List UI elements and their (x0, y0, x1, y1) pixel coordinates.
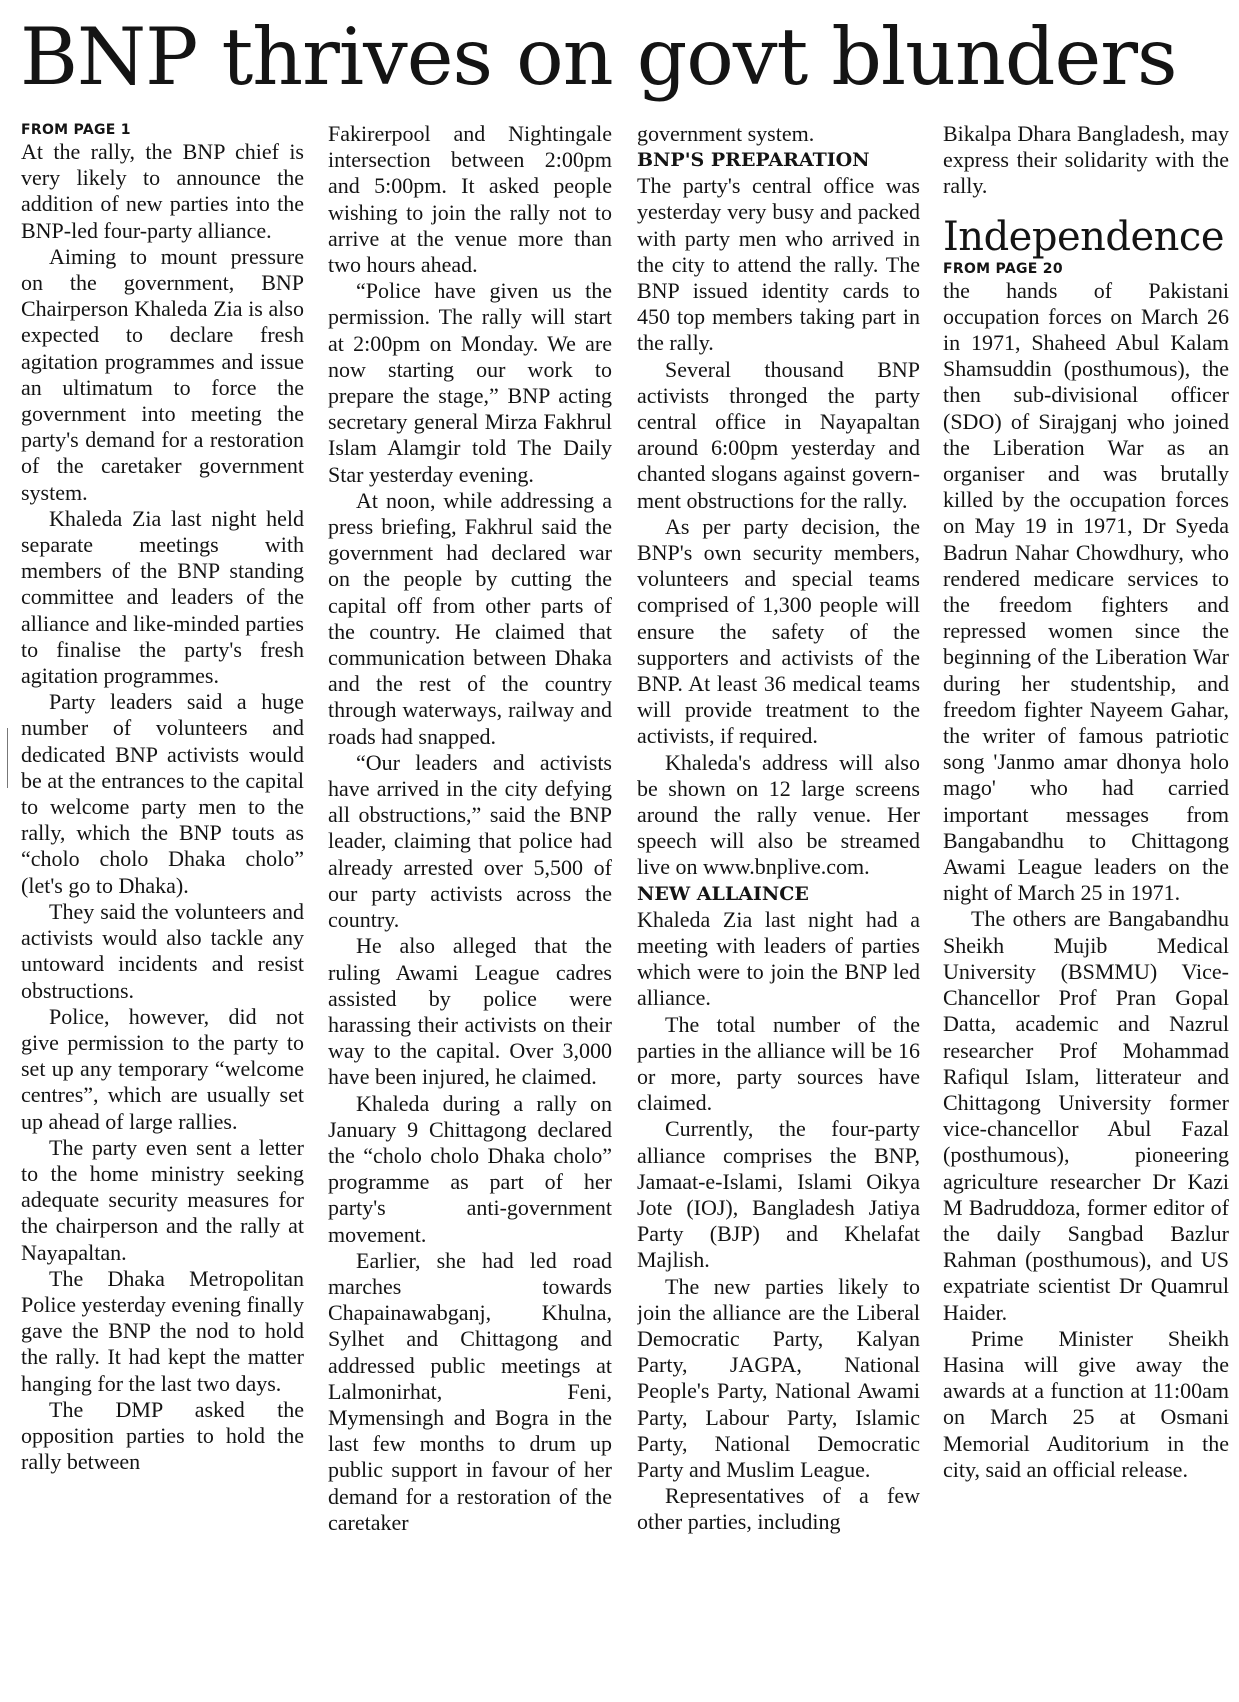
column-rule-fragment (7, 728, 8, 788)
paragraph: At the rally, the BNP chief is very likely to announce the addition of new parties into the BNP-led four-party alliance. (21, 139, 304, 243)
paragraph: Khaleda Zia last night had a meeting with leaders of parties which were to join the BNP led alliance. (637, 906, 920, 1011)
independence-heading: Independence (943, 213, 1224, 260)
paragraph: “Police have given us the permission. The rally will start at 2:00pm on Monday. We are now starting our work to prepare the stage,” BNP acting secretary general Mirza Fakhrul Islam Alamgir told The Daily Star yesterday evening. (328, 278, 612, 487)
paragraph: The party's central office was yesterday very busy and packed with party men who arrived in the city to attend the rally. The BNP issued identity cards to 450 top members taking part in the rally. (637, 173, 920, 356)
paragraph: Fakirerpool and Nightingale intersection between 2:00pm and 5:00pm. It asked people wishing to join the rally not to arrive at the venue more than two hours ahead. (328, 121, 612, 278)
paragraph: The total number of the parties in the alliance will be 16 or more, party sources have claimed. (637, 1011, 920, 1116)
paragraph: Prime Minister Sheikh Hasina will give away the awards at a function at 11:00am on March 25 at Osmani Memorial Auditorium in the city, said an official release. (943, 1325, 1229, 1482)
headline: BNP thrives on govt blunders (20, 11, 1177, 103)
paragraph: The DMP asked the opposition parties to hold the rally between (21, 1396, 304, 1475)
paragraph: Earlier, she had led road marches towards Chapainawabganj, Khulna, Sylhet and Chittagong and addressed public meetings at Lalmonirhat, Feni, Mymensingh and Bogra in the last few months to drum up public support in favour of her demand for a restoration of the caretaker (328, 1247, 612, 1535)
paragraph: “Our leaders and activists have arrived in the city defying all obstructions,” said the BNP leader, claiming that police had already arrested over 5,500 of our party activists across the country. (328, 749, 612, 933)
paragraph: the hands of Pakistani occupation forces on March 26 in 1971, Shaheed Abul Kalam Shamsuddin (posthumous), the then sub-divisional officer (SDO) of Sirajganj who joined the Liberation War as an organiser and was brutally killed by the occupation forces on May 19 in 1971, Dr Syeda Badrun Nahar Chowdhury, who rendered medicare services to the freedom fighters and repressed women since the beginning of the Liberation War during her studentship, and freedom fighter Nayeem Gahar, the writer of famous patriotic song 'Janmo amar dhonya holo mago' who had carried important messages from Bangabandhu to Chittagong Awami League leaders on the night of March 25 in 1971. (943, 277, 1229, 906)
subheading-preparation: BNP'S PREPARATION (637, 149, 870, 172)
from-page-label: FROM PAGE 20 (943, 260, 1063, 277)
paragraph: Party leaders said a huge number of volunteers and dedicated BNP activists would be at the entrances to the capital to welcome party men to the rally, which the BNP touts as “cholo cholo Dhaka cholo” (let's go to Dhaka). (21, 689, 304, 898)
paragraph: Police, however, did not give permission to the party to set up any temporary “welcome centres”, which are usually set up ahead of large rallies. (21, 1003, 304, 1134)
paragraph: Aiming to mount pressure on the government, BNP Chairperson Khaleda Zia is also expected to declare fresh agitation programmes and issue an ultimatum to force the government into meeting the party's demand for a restoration of the caretaker government system. (21, 243, 304, 505)
article-column-4 (943, 121, 1229, 1701)
paragraph: As per party decision, the BNP's own security members, volunteers and special teams comprised of 1,300 people will ensure the safety of the supporters and activists of the BNP. At least 36 medical teams will provide treatment to the activists, if required. (637, 513, 920, 749)
paragraph: At noon, while addressing a press briefing, Fakhrul said the government had declared war on the people by cutting the capital off from other parts of the country. He claimed that communication between Dhaka and the rest of the country through waterways, railway and roads had snapped. (328, 487, 612, 749)
from-page-label: FROM PAGE 1 (21, 122, 131, 138)
paragraph: Khaleda Zia last night held separate meetings with members of the BNP standing committee and leaders of the alliance and like-minded parties to finalise the party's fresh agitation programmes. (21, 505, 304, 689)
paragraph: Khaleda's address will also be shown on 12 large screens around the rally venue. Her speech will also be streamed live on www.bnplive.com. (637, 749, 920, 880)
paragraph: The party even sent a letter to the home ministry seeking adequate security measures for the chairperson and the rally at Nayapaltan. (21, 1134, 304, 1265)
paragraph: government system. (637, 121, 815, 146)
paragraph: Several thousand BNP activists thronged the party central office in Nayapaltan around 6:00pm yesterday and chanted slogans against government obstructions for the rally. (637, 356, 920, 513)
article-column-2 (328, 121, 612, 1701)
subheading-new-alliance: NEW ALLAINCE (637, 882, 809, 905)
paragraph: Khaleda during a rally on January 9 Chittagong declared the “cholo cholo Dhaka cholo” programme as part of her party's anti-government movement. (328, 1090, 612, 1247)
paragraph: He also alleged that the ruling Awami League cadres assisted by police were harassing their activists on their way to the capital. Over 3,000 have been injured, he claimed. (328, 933, 612, 1090)
paragraph: The others are Bangabandhu Sheikh Mujib Medical University (BSMMU) Vice-Chancellor Prof Pran Gopal Datta, academic and Nazrul researcher Prof Mohammad Rafiqul Islam, litterateur and Chittagong University former vice-chancellor Abul Fazal (posthumous), pioneering agriculture researcher Dr Kazi M Badruddoza, former editor of the daily Sangbad Bazlur Rahman (posthumous), and US expatriate scientist Dr Quamrul Haider. (943, 906, 1229, 1325)
paragraph: Currently, the four-party alliance comprises the BNP, Jamaat-e-Islami, Islami Oikya Jote (IOJ), Bangladesh Jatiya Party (BJP) and Khelafat Majlish. (637, 1116, 920, 1273)
paragraph: Bikalpa Dhara Bangladesh, may express their solidarity with the rally. (943, 121, 1229, 199)
paragraph: They said the volunteers and activists would also tackle any untoward incidents and resist obstructions. (21, 898, 304, 1003)
paragraph: The Dhaka Metropolitan Police yesterday evening finally gave the BNP the nod to hold the rally. It had kept the matter hanging for the last two days. (21, 1265, 304, 1396)
article-column-1 (21, 121, 304, 1701)
paragraph: Representatives of a few other parties, including (637, 1483, 920, 1535)
paragraph: The new parties likely to join the alliance are the Liberal Democratic Party, Kalyan Party, JAGPA, National People's Party, National Awami Party, Labour Party, Islamic Party, National Democratic Party and Muslim League. (637, 1273, 920, 1482)
article-column-3 (637, 121, 920, 1701)
